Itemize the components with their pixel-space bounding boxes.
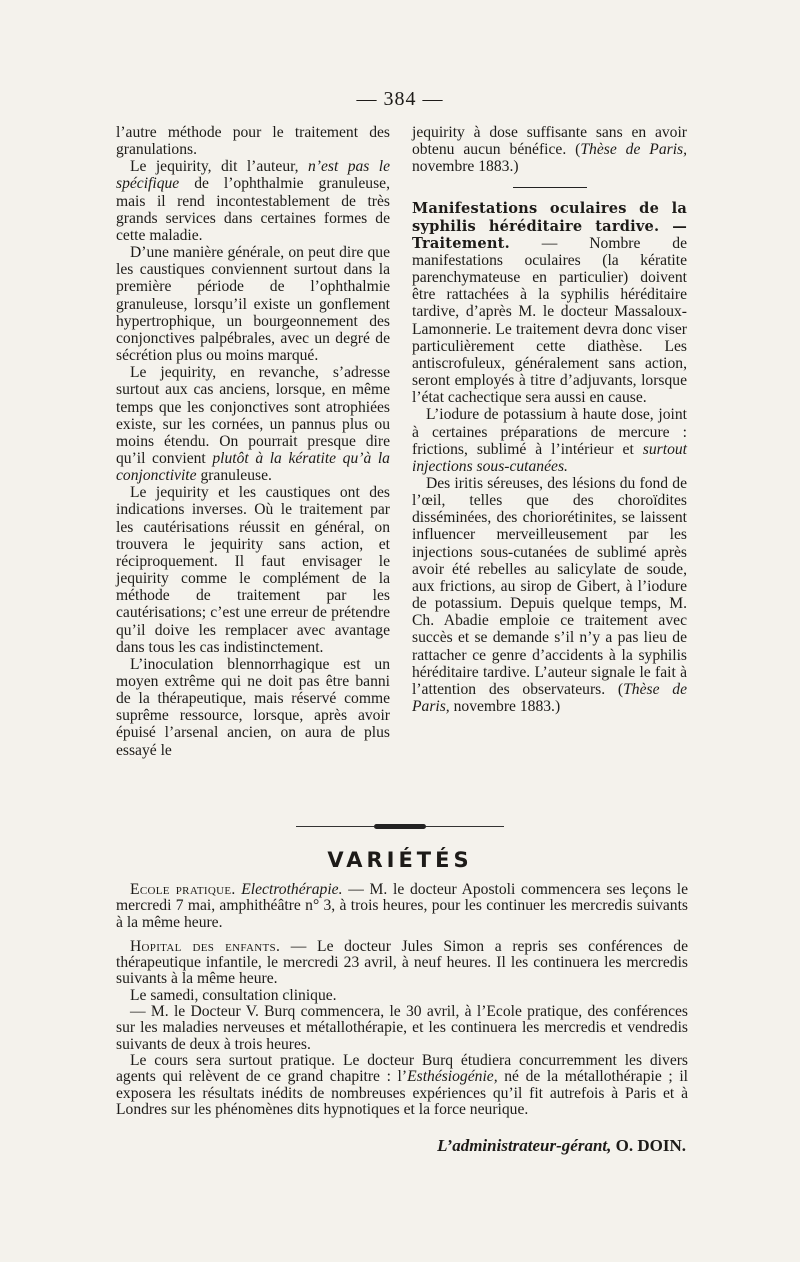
paragraph <box>116 939 688 988</box>
emphasis: plutôt à la kératite qu’à la conjonctivite <box>116 449 390 485</box>
text: né de la métallothérapie ; il exposera les résultats inédits de nombreuses expériences qu’il fit autrefois à Paris et à Londres sur les phénomènes dits hypnotiques et la force neurique. <box>116 1068 689 1118</box>
paragraph: Le jequirity, en revanche, s’adresse surtout aux cas anciens, lorsque, en même temps que les conjonctives sont atrophiées existe, sur les cornées, un pannus plus ou moins étendu. On pourrait presque dire qu’il convient plutôt à la kératite qu’à la conjonctivite granuleuse. <box>116 364 390 485</box>
right-column <box>412 124 687 715</box>
section-heading: Manifestations oculaires de la syphilis héréditaire tardive. — Traitement. <box>412 200 687 252</box>
text: Des iritis séreuses, des lésions du fond de l’œil, telles que des choroïdites disséminées, des choriorétinites, se laissent influencer merveilleusement par les injections sous-cutanées de sublimé après avoir été rebelles au salicylate de soude, aux frictions, au sirop de Gibert, à l’iodure de potassium. Depuis quelque temps, M. Ch. Abadie emploie ce traitement avec succès et se demande s’il n’y a pas lieu de rattacher ce genre d’accidents à la syphilis héréditaire tardive. L’auteur signale le fait à l’attention des observateurs. ( <box>412 474 687 698</box>
citation: Thèse de Paris, <box>412 680 688 715</box>
paragraph <box>412 475 687 715</box>
text: L’iodure de potassium à haute dose, joint à certaines préparations de mercure : frictions, sublimé à l’intérieur et <box>412 406 687 458</box>
signature <box>336 1136 686 1156</box>
ornamental-divider <box>296 824 504 830</box>
paragraph <box>412 124 687 175</box>
signature-name: O. DOIN. <box>615 1136 686 1155</box>
entry-label: Hopital des enfants. <box>130 937 281 955</box>
paragraph <box>116 882 688 931</box>
entry-topic: Electrothérapie. <box>241 881 343 898</box>
entry-label: Ecole pratique. <box>130 881 236 898</box>
citation: Thèse de Paris, <box>580 141 688 159</box>
paragraph: Le samedi, consultation clinique. <box>130 986 337 1004</box>
emphasis: n’est pas le spécifique <box>116 158 391 193</box>
varietes-heading: VARIÉTÉS <box>327 848 473 872</box>
divider-ornament <box>374 824 426 829</box>
paragraph: Le jequirity, dit l’auteur, n’est pas le spécifique de l’ophthalmie granuleuse, mais il rend incontestablement de très grands services dans certaines formes de cette maladie. <box>116 158 391 244</box>
paragraph: D’une manière générale, on peut dire que les caustiques conviennent surtout dans la première période de l’ophthalmie granuleuse, lorsqu’il existe un gonflement hypertrophique, un bourgeonnement des conjonctives palpébrales, avec un degré de sécrétion plus ou moins marqué. <box>116 244 390 365</box>
varietes-section <box>116 882 688 1118</box>
left-column <box>116 124 390 759</box>
emphasis: Esthésiogénie, <box>407 1068 498 1086</box>
emphasis: surtout injections sous-cutanées. <box>412 440 687 475</box>
text: novembre 1883.) <box>449 698 561 715</box>
paragraph: l’autre méthode pour le traitement des granulations. <box>116 124 390 159</box>
divider-line <box>426 826 504 827</box>
paragraph: — M. le Docteur V. Burq commencera, le 30 avril, à l’Ecole pratique, des conférences sur les maladies nerveuses et métallothérapie, et les continuera les mercredis et vendredis suivants de deux à trois heures. <box>116 1003 688 1053</box>
paragraph: Le jequirity et les caustiques ont des indications inverses. Où le traitement par les cautérisations réussit en général, on trouvera le jequirity sans action, et réciproquement. Il faut envisager le jequirity comme le complément de la méthode de traitement par les cautérisations; c’est une erreur de prétendre qu’il doive les remplacer avec avantage dans tous les cas indistinctement. <box>116 484 390 656</box>
divider-line <box>296 826 374 827</box>
text: — M. le docteur Apostoli commencera ses leçons le mercredi 7 mai, amphithéâtre n° 3, à trois heures, pour les continuer les mercredis suivants à la même heure. <box>116 881 688 931</box>
section-rule <box>513 187 587 188</box>
text: novembre 1883.) <box>412 158 519 176</box>
text: — Le docteur Jules Simon a repris ses conférences de thérapeutique infantile, le mercredi 23 avril, à neuf heures. Il les continuera les mercredis suivants à la même heure. <box>116 937 688 988</box>
signature-role: L’administrateur-gérant, <box>437 1136 612 1155</box>
paragraph <box>412 200 687 406</box>
text: — Nombre de manifestations oculaires (la kératite parenchymateuse en particulier) doivent être rattachées à la syphilis héréditaire tardive, d’après M. le docteur Massaloux-Lamonnerie. Le traitement devra donc viser particulièrement cette diathèse. Les antiscrofuleux, généralement sans action, seront employés à titre d’adjuvants, lorsque l’état cachectique sera aussi en cause. <box>412 234 687 407</box>
paragraph <box>412 406 687 475</box>
page-number: — 384 — <box>356 88 444 110</box>
paragraph: L’inoculation blennorrhagique est un moyen extrême qui ne doit pas être banni de la thérapeutique, mais réservé comme suprême ressource, lorsque, après avoir épuisé l’arsenal ancien, on aura de plus essayé le <box>116 655 390 759</box>
paragraph <box>116 1053 688 1118</box>
text: Le cours sera surtout pratique. Le docteur Burq étudiera concurremment les divers agents qui relèvent de ce grand chapitre : l’ <box>116 1051 688 1086</box>
text: jequirity à dose suffisante sans en avoir obtenu aucun bénéfice. ( <box>412 124 687 159</box>
